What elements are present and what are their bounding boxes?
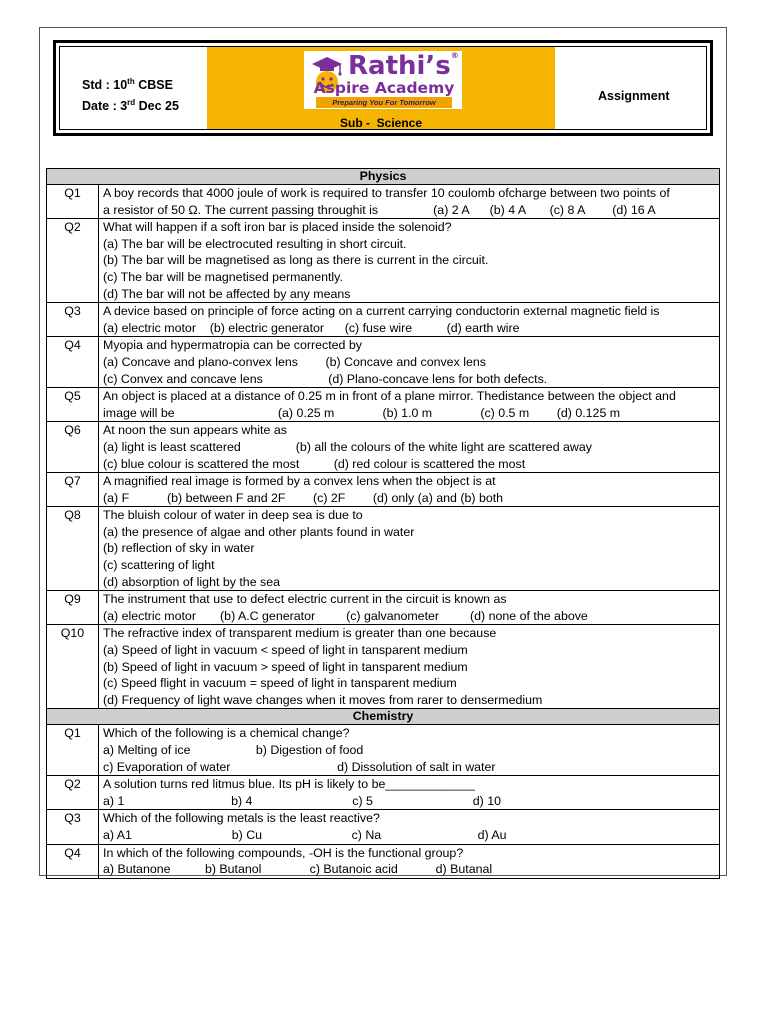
standard-line: Std : 10th CBSE	[82, 77, 173, 93]
question-text	[99, 725, 720, 776]
question-row	[47, 591, 720, 625]
question-number: Q8	[47, 507, 99, 591]
question-number: Q4	[47, 844, 99, 878]
question-number: Q1	[47, 185, 99, 219]
question-stem: An object is placed at a distance of 0.25 m in front of a plane mirror. Thedistance between the object and	[103, 389, 676, 404]
question-option-line: (c) scattering of light	[103, 558, 215, 573]
question-stem: Myopia and hypermatropia can be corrected by	[103, 338, 362, 353]
question-number: Q2	[47, 219, 99, 303]
header-box	[53, 40, 713, 136]
question-option-line: (b) reflection of sky in water	[103, 541, 255, 556]
logo-banner	[207, 47, 555, 129]
class-date-info	[82, 73, 202, 115]
question-stem: The instrument that use to defect electric current in the circuit is known as	[103, 592, 507, 607]
question-text	[99, 625, 720, 709]
question-text	[99, 185, 720, 219]
section-title: Chemistry	[47, 709, 720, 725]
question-option-line: (d) absorption of light by the sea	[103, 574, 281, 589]
question-text	[99, 776, 720, 810]
question-stem: At noon the sun appears white as	[103, 423, 287, 438]
question-row	[47, 725, 720, 776]
question-option-line: (a) light is least scattered (b) all the colours of the white light are scattered away	[103, 439, 592, 454]
question-text	[99, 337, 720, 388]
question-option-line: a) Butanone b) Butanol c) Butanoic acid d) Butanal	[103, 862, 493, 877]
question-row	[47, 422, 720, 473]
question-stem: A magnified real image is formed by a convex lens when the object is at	[103, 474, 496, 489]
date-line: Date : 3rd Dec 25	[82, 98, 179, 114]
question-row	[47, 776, 720, 810]
question-stem: Which of the following is a chemical change?	[103, 726, 350, 741]
logo-title: Rathi’s®	[348, 51, 459, 81]
question-option-line: a) A1 b) Cu c) Na d) Au	[103, 827, 507, 842]
question-row	[47, 185, 720, 219]
question-option-line: a) Melting of ice b) Digestion of food	[103, 743, 364, 757]
question-option-line: (b) Speed of light in vacuum > speed of light in tansparent medium	[103, 659, 468, 674]
question-row	[47, 219, 720, 303]
assignment-label: Assignment	[598, 89, 670, 103]
question-number: Q6	[47, 422, 99, 473]
question-stem: Which of the following metals is the least reactive?	[103, 811, 380, 826]
question-row	[47, 473, 720, 507]
question-row	[47, 303, 720, 337]
question-number: Q4	[47, 337, 99, 388]
question-option-line: image will be (a) 0.25 m (b) 1.0 m (c) 0.5 m (d) 0.125 m	[103, 405, 621, 420]
question-option-line: (b) The bar will be magnetised as long as there is current in the circuit.	[103, 253, 489, 268]
question-row	[47, 337, 720, 388]
question-option-line: (c) Convex and concave lens (d) Plano-concave lens for both defects.	[103, 371, 548, 386]
subject-label: Sub - Science	[339, 116, 423, 130]
question-row	[47, 844, 720, 878]
question-stem: The bluish colour of water in deep sea is due to	[103, 508, 363, 523]
question-stem: A solution turns red litmus blue. Its pH is likely to be_____________	[103, 777, 475, 792]
question-text	[99, 422, 720, 473]
section-header-row	[47, 169, 720, 185]
question-stem: A boy records that 4000 joule of work is required to transfer 10 coulomb ofcharge between two points of	[103, 186, 670, 200]
question-text	[99, 810, 720, 844]
question-text	[99, 507, 720, 591]
question-row	[47, 625, 720, 709]
question-table	[46, 168, 720, 879]
question-number: Q3	[47, 303, 99, 337]
question-row	[47, 810, 720, 844]
academy-logo	[304, 51, 462, 109]
question-option-line: (a) electric motor (b) electric generator (c) fuse wire (d) earth wire	[103, 320, 520, 335]
question-number: Q3	[47, 810, 99, 844]
question-text	[99, 388, 720, 422]
question-number: Q2	[47, 776, 99, 810]
logo-tagline: Preparing You For Tomorrow	[316, 97, 452, 108]
question-number: Q7	[47, 473, 99, 507]
question-option-line: (a) the presence of algae and other plants found in water	[103, 524, 415, 539]
question-option-line: (a) Speed of light in vacuum < speed of light in tansparent medium	[103, 643, 468, 658]
question-text	[99, 844, 720, 878]
section-title: Physics	[47, 169, 720, 185]
question-number: Q5	[47, 388, 99, 422]
question-option-line: (a) F (b) between F and 2F (c) 2F (d) only (a) and (b) both	[103, 490, 504, 505]
header-inner-border	[59, 46, 707, 130]
question-option-line: (c) blue colour is scattered the most (d) red colour is scattered the most	[103, 456, 526, 471]
question-text	[99, 591, 720, 625]
question-option-line: (c) Speed flight in vacuum = speed of light in tansparent medium	[103, 676, 457, 691]
section-header-row	[47, 709, 720, 725]
logo-subtitle: Aspire Academy	[313, 79, 455, 97]
question-text	[99, 473, 720, 507]
question-text	[99, 303, 720, 337]
question-option-line: a) 1 b) 4 c) 5 d) 10	[103, 793, 501, 808]
question-option-line: (a) The bar will be electrocuted resulting in short circuit.	[103, 236, 407, 251]
question-stem: The refractive index of transparent medium is greater than one because	[103, 626, 497, 641]
question-option-line: c) Evaporation of water d) Dissolution of salt in water	[103, 759, 496, 774]
question-option-line: (a) electric motor (b) A.C generator (c) galvanometer (d) none of the above	[103, 608, 588, 623]
question-number: Q1	[47, 725, 99, 776]
question-option-line: (a) Concave and plano-convex lens (b) Concave and convex lens	[103, 354, 486, 369]
question-row	[47, 388, 720, 422]
question-number: Q9	[47, 591, 99, 625]
question-option-line: a resistor of 50 Ω. The current passing throughit is (a) 2 A (b) 4 A (c) 8 A (d) 16 A	[103, 202, 656, 217]
question-option-line: (d) The bar will not be affected by any means	[103, 286, 351, 301]
question-number: Q10	[47, 625, 99, 709]
question-stem: A device based on principle of force acting on a current carrying conductorin external magnetic field is	[103, 304, 660, 319]
question-text	[99, 219, 720, 303]
question-stem: In which of the following compounds, -OH is the functional group?	[103, 845, 464, 860]
question-option-line: (d) Frequency of light wave changes when it moves from rarer to densermedium	[103, 692, 543, 707]
question-stem: What will happen if a soft iron bar is placed inside the solenoid?	[103, 220, 452, 235]
question-row	[47, 507, 720, 591]
question-option-line: (c) The bar will be magnetised permanently.	[103, 269, 343, 284]
